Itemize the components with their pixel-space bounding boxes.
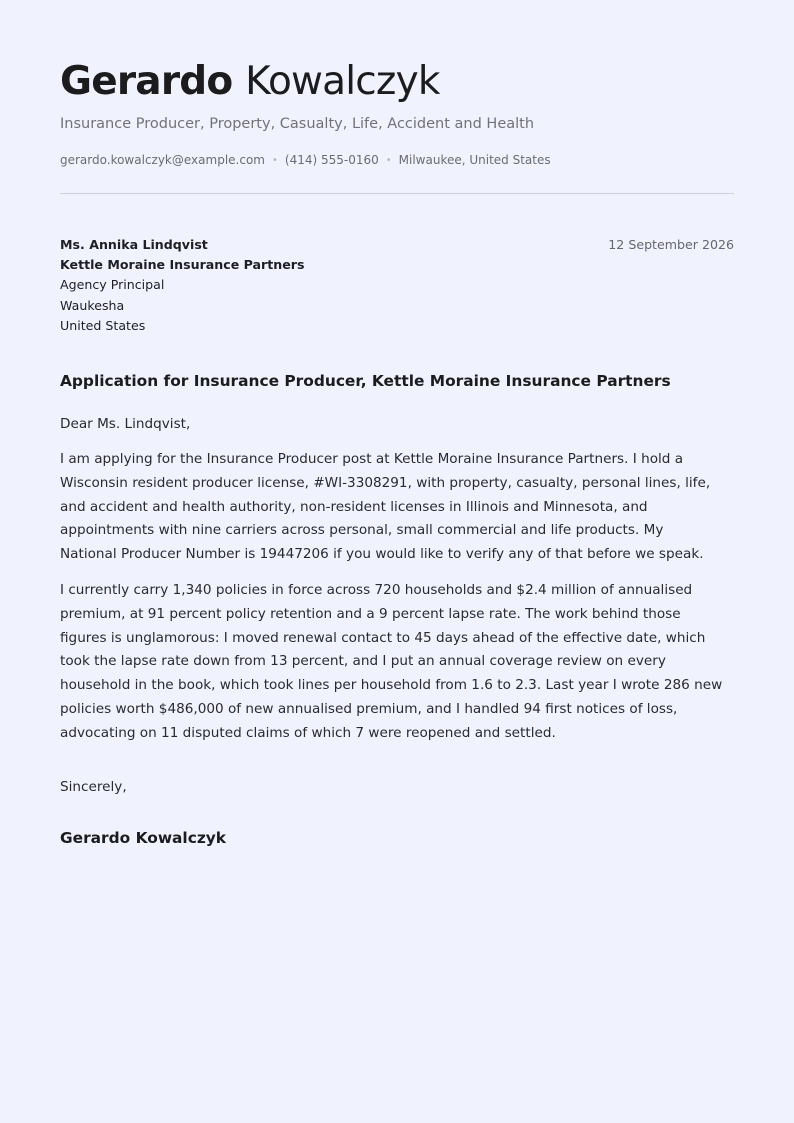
- recipient-name: Ms. Annika Lindqvist: [60, 237, 208, 252]
- body-paragraph-1: [60, 448, 734, 567]
- paragraph-line: Wisconsin resident producer license, #WI-3308291, with property, casualty, personal lines, life,: [60, 474, 711, 491]
- header-divider: [60, 193, 734, 194]
- paragraph-line: and accident and health authority, non-resident licenses in Illinois and Minnesota, and: [60, 498, 648, 515]
- recipient-title: Agency Principal: [60, 277, 165, 293]
- letter-signature: Gerardo Kowalczyk: [60, 829, 227, 847]
- body-paragraph-2: [60, 579, 734, 746]
- letter-subject: Application for Insurance Producer, Kettle Moraine Insurance Partners: [60, 372, 671, 390]
- contact-separator: •: [271, 155, 278, 166]
- paragraph-line: National Producer Number is 19447206 if you would like to verify any of that before we speak.: [60, 546, 704, 563]
- letter-date: 12 September 2026: [608, 237, 734, 252]
- paragraph-line: figures is unglamorous: I moved renewal contact to 45 days ahead of the effective date, which: [60, 629, 706, 646]
- letter-salutation: Dear Ms. Lindqvist,: [60, 416, 191, 432]
- applicant-first-name: Gerardo: [60, 59, 233, 104]
- contact-phone: (414) 555-0160: [284, 153, 379, 167]
- contact-line: [60, 151, 551, 170]
- recipient-block: [60, 235, 304, 336]
- paragraph-line: took the lapse rate down from 13 percent, and I put an annual coverage review on every: [60, 653, 666, 670]
- paragraph-line: appointments with nine carriers across personal, small commercial and life products. My: [60, 522, 664, 539]
- recipient-city: Waukesha: [60, 297, 125, 313]
- paragraph-line: I am applying for the Insurance Producer post at Kettle Moraine Insurance Partners. I hold a: [60, 451, 684, 467]
- paragraph-line: household in the book, which took lines per household from 1.6 to 2.3. Last year I wrote 286 new: [60, 677, 723, 694]
- paragraph-line: advocating on 11 disputed claims of which 7 were reopened and settled.: [60, 724, 556, 741]
- letter-closing: Sincerely,: [60, 779, 127, 795]
- paragraph-line: premium, at 91 percent policy retention and a 9 percent lapse rate. The work behind those: [60, 605, 681, 622]
- contact-location: Milwaukee, United States: [398, 153, 551, 167]
- paragraph-line: policies worth $486,000 of new annualised premium, and I handled 94 first notices of loss,: [60, 700, 678, 717]
- recipient-country: United States: [60, 317, 146, 333]
- paragraph-line: I currently carry 1,340 policies in force across 720 households and $2.4 million of annualised: [60, 582, 693, 598]
- applicant-role: Insurance Producer, Property, Casualty, Life, Accident and Health: [60, 116, 535, 132]
- applicant-last-name: Kowalczyk: [245, 59, 440, 104]
- recipient-company: Kettle Moraine Insurance Partners: [60, 257, 305, 273]
- applicant-name: [60, 56, 440, 108]
- contact-email: gerardo.kowalczyk@example.com: [60, 153, 265, 167]
- contact-separator: •: [385, 155, 392, 166]
